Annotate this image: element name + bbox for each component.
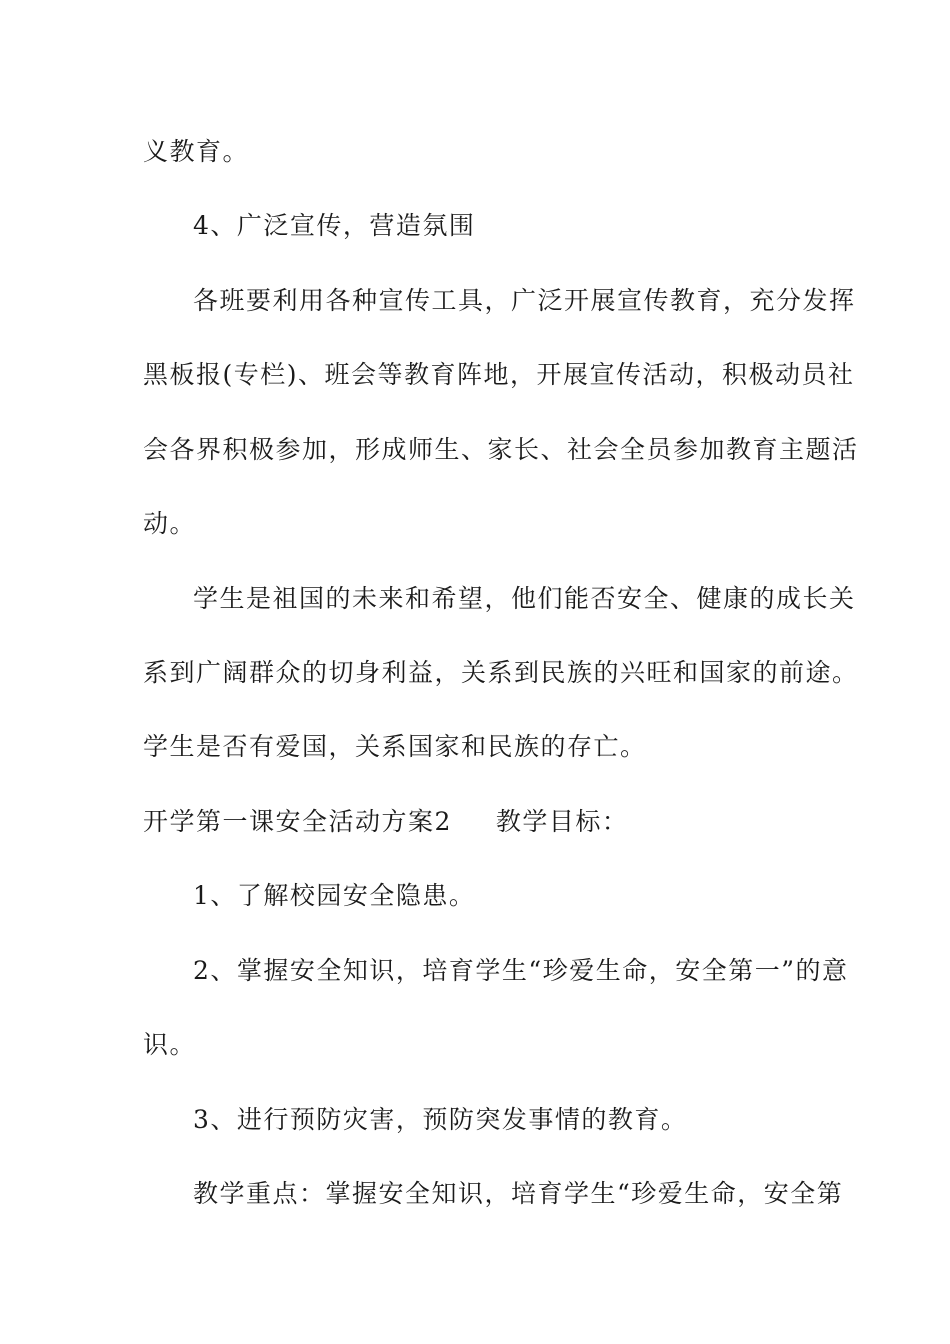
list-item: 1、了解校园安全隐患。 [193,881,476,910]
text-line: 识。 [143,1030,197,1059]
document-title: 开学第一课安全活动方案2 [143,807,452,836]
text-line: 学生是祖国的未来和希望，他们能否安全、健康的成长关 [193,584,856,613]
text-line: 系到广阔群众的切身利益，关系到民族的兴旺和国家的前途。 [143,658,859,687]
text-line: 义教育。 [143,137,250,166]
section-heading: 教学目标： [495,807,629,836]
text-line: 各班要利用各种宣传工具，广泛开展宣传教育，充分发挥 [193,286,856,315]
text-line: 学生是否有爱国，关系国家和民族的存亡。 [143,732,647,761]
text-line: 动。 [143,509,197,538]
text-line: 黑板报(专栏)、班会等教育阵地，开展宣传活动，积极动员社 [143,360,855,389]
section-heading: 4、广泛宣传，营造氛围 [193,211,476,240]
document-title-line [143,806,628,838]
text-line: 会各界积极参加，形成师生、家长、社会全员参加教育主题活 [143,435,859,464]
list-item: 3、进行预防灾害，预防突发事情的教育。 [193,1105,688,1134]
list-item: 2、掌握安全知识，培育学生“珍爱生命，安全第一”的意 [193,956,849,985]
text-line: 教学重点：掌握安全知识，培育学生“珍爱生命，安全第 [193,1179,844,1208]
